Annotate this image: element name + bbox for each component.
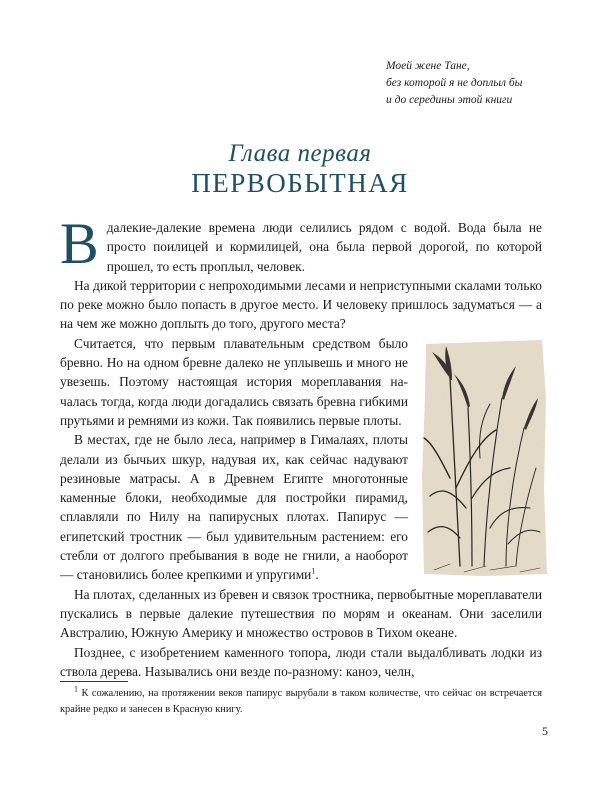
dedication-line: и до середины этой книги <box>386 94 513 106</box>
footnote-divider <box>60 681 128 682</box>
paragraph: На дикой территории с непроходимыми лесами и неприступными скалами только по реке можно было попасть в другое место. И человеку пришлось задуматься — а на чем же можно доплыть до того, другого места? <box>60 277 542 332</box>
paragraph <box>60 211 542 276</box>
body-text <box>60 211 542 681</box>
page-number: 5 <box>542 724 548 738</box>
paragraph: В местах, где не было леса, например в Гималаях, плоты делали из бычьих шкур, надувая их, как сейчас надувают резиновые матрасы. А в Древнем Египте многотонные каменные блоки, необходимые для постройки пирамид, сплавляли по Нилу на папирусных плотах. Папирус — египетский тростник — был удивительным растением: его стебли от долгого пребывания в воде не гнили, а наоборот — становились более крепкими и упругими$^1$. <box>60 432 408 583</box>
paragraph-text: далекие-далекие времена люди селились рядом с водой. Вода была не просто поилицей и кормилицей, она была первой дорогой, по которой прошел, то есть проплыл, человек. <box>106 220 542 274</box>
dedication-line: без которой я не доплыл бы <box>386 77 523 89</box>
parchment-texture <box>422 340 547 576</box>
paragraph: Позднее, с изобретением каменного топора, люди стали выдалбливать лодки из ствола дерева. Назывались они везде по-разному: каноэ, челн, <box>60 644 542 679</box>
footnote-number: 1 <box>74 684 78 694</box>
paragraph-text: В местах, где не было леса, например в Гималаях, плоты делали из бычьих шкур, надувая их, как сейчас надувают резиновые матрасы. А в Древнем Египте многотонные каменные блоки, необходимые для постройки пирамид, сплавляли по Нилу на папирусных плотах. Папирус — египетский тростник — был удивительным растением: его стебли от долгого пребывания в воде не гнили, а наоборот — становились более крепкими и упругими <box>60 432 408 583</box>
chapter-title: ПЕРВОБЫТНАЯ <box>191 168 409 198</box>
footnote-text: К сожалению, на протяжении веков папирус вырубали в таком количестве, что сейчас он встречается крайне редко и занесен в Красную книгу. <box>60 688 542 715</box>
footnote-marker[interactable]: 1 <box>311 566 316 576</box>
paragraph: Считается, что первым плавательным средством было бревно. Но на одном бревне далеко не уплывешь и много не увезешь. Поэтому настоящая история мореплавания началась тогда, когда люди догадались связать бревна гибкими прутьями и ремнями из кожи. Так появились первые плоты. <box>60 335 408 428</box>
footnote <box>60 686 542 718</box>
paragraph: На плотах, сделанных из бревен и связок тростника, первобытные мореплаватели пускались в первые далекие путешествия по морям и океанам. Они заселили Австралию, Южную Америку и множество островов в Тихом океане. <box>60 586 542 641</box>
dedication-line: Моей жене Тане, <box>386 60 470 72</box>
dedication <box>386 58 566 109</box>
reed-illustration <box>420 338 548 578</box>
drop-cap: В <box>60 211 99 276</box>
chapter-label: Глава первая <box>228 140 372 167</box>
